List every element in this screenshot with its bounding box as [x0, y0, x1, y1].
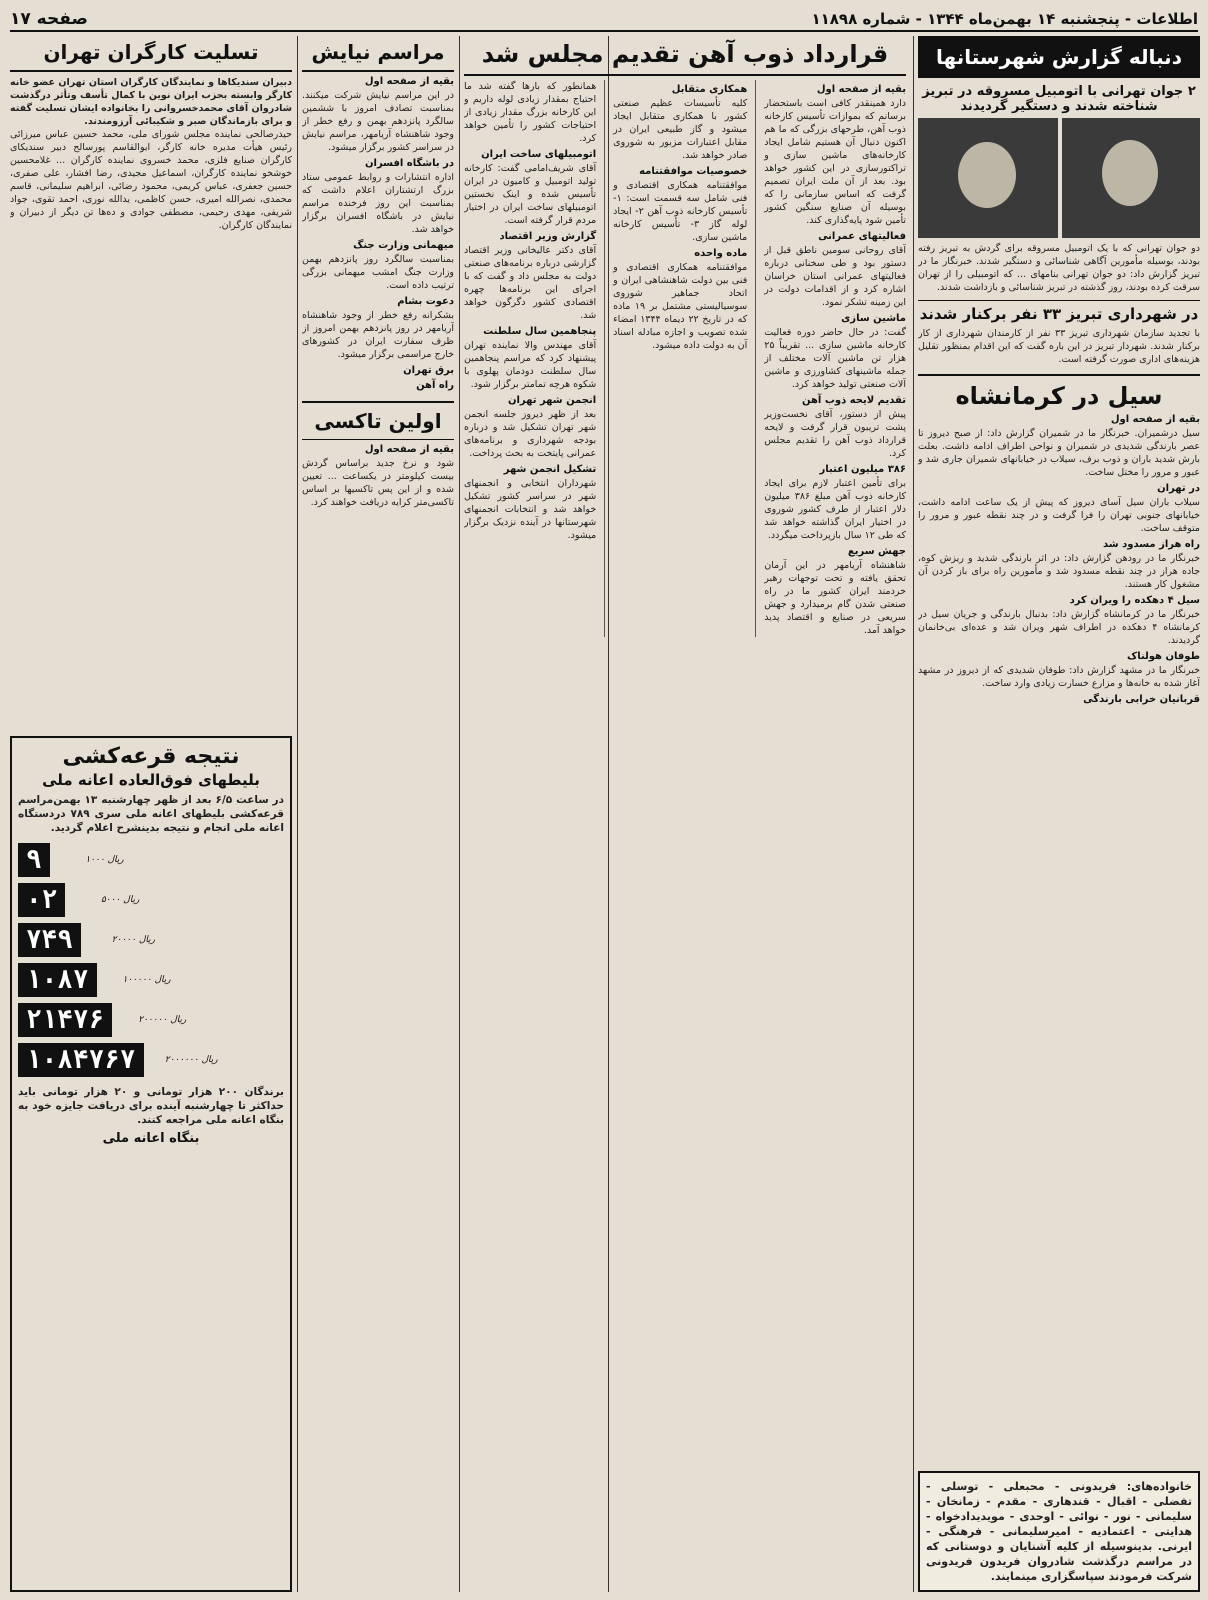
- article-body: سیل درشمیران. خبرنگار ما در شمیران گزارش داد: از صبح دیروز تا عصر بارندگی شدیدی در شمیران و نواحی اطراف ادامه داشت. بعلت بارش شدید باران و ذوب برف، سیلاب در خیابانهای شمیران جاری شد و عبور و مرور را مختل ساخت.: [918, 428, 1200, 478]
- article-body: آقای روحانی سومین ناطق قبل از دستور بود و طی سخنانی درباره فعالیتهای عمرانی استان خراسان اشاره کرد و از اقدامات دولت در این زمینه تشکر نمود.: [764, 245, 906, 308]
- lottery-prize-row: [18, 843, 284, 877]
- article-headline: اولین تاکسی: [302, 401, 454, 440]
- section-subhead: در باشگاه افسران: [364, 158, 454, 169]
- steel-article-column-a: [764, 80, 906, 637]
- condolence-notice: خانواده‌های: فریدونی - محبعلی - توسلی - تفضلی - اقبال - قندهاری - مقدم - زمانخان - سلیمانی - نور - نوائی - اوحدی - مویدیدادخواه - هدایتی - اعتمادیه - امیرسلیمانی - فرهنگی - ایرنی. بدینوسیله از کلیه آشنایان و دوستانی که در مراسم درگذشت شادروان فریدون فریدونی شرکت فرمودند سپاسگزاری مینمایند.: [918, 1471, 1200, 1592]
- section-subhead: گزارش وزیر اقتصاد: [499, 231, 597, 242]
- lottery-winning-number: ۰۲: [18, 883, 65, 917]
- news-photo: [918, 118, 1200, 238]
- article-headline: سیل در کرمانشاه: [918, 374, 1200, 410]
- article-headline: مراسم نیایش: [302, 36, 454, 72]
- section-subhead: همکاری متقابل: [671, 84, 748, 95]
- lottery-prize-row: [18, 1003, 284, 1037]
- lottery-prize-row: [18, 883, 284, 917]
- masthead-page-number: صفحه ۱۷: [10, 9, 88, 29]
- article-body: شهرداران انتخابی و انجمنهای شهر در سراسر کشور تشکیل خواهد شد و انتخابات انجمنهای شهرستانها در آینده نزدیک برگزار میشود.: [464, 478, 597, 541]
- lottery-prize-label: ۵۰۰۰ ریال: [100, 895, 140, 905]
- section-subhead: راه هراز مسدود شد: [1103, 539, 1200, 550]
- section-subhead: ۳۸۶ میلیون اعتبار: [819, 464, 906, 475]
- article-body: بعد از ظهر دیروز جلسه انجمن شهر تهران تشکیل شد و درباره بودجه شهرداری و برنامه‌های عمرانی پایتخت به بحث پرداخت.: [464, 409, 597, 459]
- lottery-prize-label: ۲۰۰۰۰ ریال: [111, 935, 155, 945]
- lottery-winning-number: ۱۰۸۴۷۶۷: [18, 1043, 144, 1077]
- section-subhead: تقدیم لایحه ذوب آهن: [802, 395, 906, 406]
- section-subhead: بقیه از صفحه اول: [816, 84, 906, 95]
- section-subhead: اتومبیلهای ساخت ایران: [481, 149, 597, 160]
- section-subhead: برق تهران: [403, 365, 454, 376]
- article-body: خبرنگار ما در رودهن گزارش داد: در اثر بارندگی شدید و ریزش کوه، جاده هراز در چند نقطه مسدود شد و مأمورین راه برای باز کردن آن مشغول کار هستند.: [918, 553, 1200, 590]
- article-body: خبرنگار ما در کرمانشاه گزارش داد: بدنبال بارندگی و جریان سیل در کرمانشاه ۴ دهکده در اطراف شهر ویران شد و عده‌ای بی‌خانمان گردیدند.: [918, 609, 1200, 646]
- article-headline: ۲ جوان تهرانی با اتومبیل مسروقه در تبریز شناخته شدند و دستگیر گردیدند: [922, 84, 1196, 114]
- lottery-prize-label: ۲۰۰۰۰۰۰ ریال: [164, 1055, 218, 1065]
- lottery-intro: در ساعت ۶/۵ بعد از ظهر چهارشنبه ۱۳ بهمن‌مراسم قرعه‌کشی بلیطهای اعانه ملی سری ۷۸۹ دردستگاه اعانه ملی انجام و نتیجه بدینشرح اعلام گردید.: [18, 794, 285, 834]
- article-body: کلیه تأسیسات عظیم صنعتی کشور با همکاری متقابل ایجاد میشود و گاز طبیعی ایران در مقابل اعتبارات مزبور به شوروی صادر خواهد شد.: [613, 98, 748, 161]
- section-subhead: انجمن شهر تهران: [507, 395, 597, 406]
- lottery-winning-number: ۲۱۴۷۶: [18, 1003, 112, 1037]
- photo-young-man-right: [1062, 118, 1200, 238]
- section-subhead: خصوصیات موافقتنامه: [639, 166, 748, 177]
- column-divider: [913, 36, 914, 1592]
- article-body: دبیران سندیکاها و نمایندگان کارگران استان تهران عضو خانه کارگر وابسته بحزب ایران نوین با کمال تأسف وتأثر درگذشت شادروان آقای محمدخسروانی را بخانواده ایشان تسلیت گفته و برای بازماندگان صبر و شکیبائی آرزومندند.: [10, 77, 292, 127]
- section-subhead: فعالیتهای عمرانی: [818, 231, 906, 242]
- lottery-subtitle: بلیطهای فوق‌العاده اعانه ملی: [42, 771, 260, 789]
- article-body: سیلاب باران سیل آسای دیروز که پیش از یک ساعت ادامه داشت، خیابانهای جنوبی تهران را فرا گرفت و در چند نقطه عبور و مرور را متوقف ساخت.: [918, 497, 1200, 534]
- section-subhead: ماشین سازی: [841, 313, 906, 324]
- section-subhead: راه آهن: [416, 380, 454, 391]
- article-headline: در شهرداری تبریز ۳۳ نفر برکنار شدند: [918, 300, 1200, 323]
- article-body: اداره انتشارات و روابط عمومی ستاد بزرگ ارتشتاران اعلام داشت که بمناسبت این روز فرخنده مراسم نیایش در باشگاه افسران برگزار خواهد شد.: [302, 172, 454, 235]
- provinces-banner: دنباله گزارش شهرستانها: [918, 36, 1200, 78]
- section-subhead: طوفان هولناک: [1126, 651, 1200, 662]
- article-body: با تجدید سازمان شهرداری تبریز ۳۳ نفر از کارمندان شهرداری از کار برکنار شدند. شهردار تبریز در این باره گفت که این اقدام بمنظور تقلیل هزینه‌های اداری صورت گرفته است.: [918, 328, 1200, 365]
- section-subhead: ماده واحده: [694, 248, 748, 259]
- lottery-prize-row: [18, 1043, 284, 1077]
- masthead-issue: اطلاعات - پنجشنبه ۱۴ بهمن‌ماه ۱۳۴۴ - شماره ۱۱۸۹۸: [811, 10, 1198, 28]
- masthead: [10, 8, 1198, 32]
- article-body: شود و نرخ جدید براساس گردش بیست کیلومتر در یکساعت ... تعیین شده و از این پس تاکسیها بر اساس تاکسی‌متر کرایه دریافت خواهند کرد.: [302, 458, 454, 508]
- photo-young-man-left: [918, 118, 1058, 238]
- lottery-results: [10, 736, 292, 1592]
- lottery-footer: برندگان ۲۰۰ هزار تومانی و ۲۰ هزار تومانی باید حداکثر تا چهارشنبه آینده برای دریافت جایزه خود به بنگاه اعانه ملی مراجعه کنند.: [18, 1086, 284, 1126]
- article-body: دو جوان تهرانی که با یک اتومبیل مسروقه برای گردش به تبریز رفته بودند، بوسیله مأمورین آگاهی شناسائی و دستگیر شدند. خبرنگار ما در تبریز گزارش داد: دو جوان تهرانی بنامهای ... که اتومبیلی را از تهران سرقت کرده بودند، روز گذشته در تبریز شناسائی و بازداشت شدند.: [918, 243, 1200, 293]
- article-body: موافقتنامه همکاری اقتصادی و فنی بین دولت شاهنشاهی ایران و اتحاد جماهیر شوروی سوسیالیستی مشتمل بر ۱۹ ماده که در تاریخ ۲۲ دیماه ۱۳۴۴ امضاء شده تصویب و اجازه مبادله اسناد آن به دولت داده میشود.: [613, 262, 748, 351]
- column-workers: [10, 36, 292, 1592]
- article-body: برای تأمین اعتبار لازم برای ایجاد کارخانه ذوب آهن مبلغ ۳۸۶ میلیون دلار اعتبار از طرف کشور شوروی در اختیار ایران گذاشته خواهد شد که طی ۱۲ سال بازپرداخت میگردد.: [764, 478, 906, 541]
- article-body: آقای شریف‌امامی گفت: کارخانه تولید اتومبیل و کامیون در ایران تأسیس شده و اینک نخستین اتومبیلهای ساخت ایران در اختیار مردم قرار گرفته است.: [464, 163, 597, 226]
- section-subhead: میهمانی وزارت جنگ: [353, 240, 454, 251]
- article-body: آقای مهندس والا نماینده تهران پیشنهاد کرد که مراسم پنجاهمین سال سلطنت دودمان پهلوی با شکوه هرچه تمامتر برگزار شود.: [464, 340, 597, 390]
- section-subhead: در تهران: [1157, 483, 1200, 494]
- steel-article-column-b: [613, 80, 747, 637]
- section-subhead: سیل ۴ دهکده را ویران کرد: [1069, 595, 1200, 606]
- lottery-title: نتیجه قرعه‌کشی: [62, 744, 240, 769]
- article-body: بمناسبت سالگرد روز پانزدهم بهمن وزارت جنگ امشب میهمانی بزرگی ترتیب داده است.: [302, 254, 454, 291]
- lottery-prize-label: ۲۰۰۰۰۰ ریال: [138, 1015, 187, 1025]
- column-ceremony: [302, 36, 454, 1592]
- article-body: خبرنگار ما در مشهد گزارش داد: طوفان شدیدی که از دیروز در مشهد آغاز شده به خانه‌ها و مزارع خسارت زیادی وارد ساخت.: [918, 665, 1200, 689]
- section-subhead: بقیه از صفحه اول: [364, 444, 454, 455]
- column-divider: [297, 36, 298, 1592]
- column-provinces: [918, 36, 1200, 1592]
- article-body: بشکرانه رفع خطر از وجود شاهنشاه آریامهر در روز پانزدهم بهمن امروز از ظرف سفارت ایران در کشورهای خارج مراسمی برگزار میشود.: [302, 310, 454, 360]
- article-headline: قرارداد ذوب آهن تقدیم مجلس شد: [464, 36, 906, 76]
- steel-article-column-c: [464, 80, 596, 637]
- lottery-prize-label: ۱۰۰۰۰۰ ریال: [122, 975, 171, 985]
- lottery-prize-row: [18, 963, 284, 997]
- article-body: آقای دکتر عالیخانی وزیر اقتصاد گزارشی درباره برنامه‌های صنعتی دولت به مجلس داد و گفت که با اجرای این برنامه‌ها چهره اقتصادی کشور دگرگون خواهد شد.: [464, 245, 597, 321]
- lottery-winning-number: ۹: [18, 843, 50, 877]
- article-body: گفت: در حال حاضر دوره فعالیت کارخانه ماشین سازی ... تقریباً ۲۵ هزار تن ماشین آلات مختلف از جمله ماشینهای کشاورزی و ماشین آلات صنعتی تولید خواهد کرد.: [764, 327, 906, 390]
- section-subhead: قربانیان خرابی بارندگی: [1083, 694, 1200, 705]
- column-steel-mill: [464, 36, 906, 1592]
- article-body: همانطور که بارها گفته شد ما احتیاج بمقدار زیادی لوله داریم و این کارخانه بزرگ مقدار زیادی از احتیاجات کشور را تأمین خواهد کرد.: [464, 81, 597, 144]
- section-subhead: جهش سریع: [847, 546, 906, 557]
- lottery-prize-label: ۱۰۰۰ ریال: [85, 855, 124, 865]
- lottery-prize-row: [18, 923, 284, 957]
- lottery-prize-list: [18, 843, 284, 1077]
- article-body: دارد همینقدر کافی است باستحضار برسانم که بموازات تأسیس کارخانه ذوب آهن، طرحهای بزرگی که ما هم اکنون دنبال آن هستیم شامل ایجاد کارخانه‌های ماشین سازی و تراکتورسازی در این کشور خواهد بود. بعد از آن ملت ایران تصمیم گرفت که اساس سازمانی را که بوسیله آن صنایع سنگین کشور تأمین شود پایه‌گذاری کند.: [764, 98, 906, 226]
- article-body: حیدرصالحی نماینده مجلس شورای ملی، محمد حسین عباس میرزائی رئیس هیأت مدیره خانه کارگر، ابوالقاسم پورسالح دبیر سندیکای کارگران صنایع فلزی، محمد خسروی نماینده کارگران ... غلامحسین خوشخو نماینده کارگران، اسماعیل مجیدی، رضا افشار، علی صفری، حسین جعفری، عباس کریمی، محمود رضائی، ابراهیم سلیمانی، قاسم محمدی، نصرالله امیری، حسن کاظمی، یدالله نوری، احمد تقوی، جواد شریفی، مهدی رحیمی، مصطفی جوادی و ده‌ها تن دیگر از دبیران و نمایندگان کارگران.: [10, 129, 292, 231]
- article-body: موافقتنامه همکاری اقتصادی و فنی شامل سه قسمت است: ۱- تأسیس کارخانه ذوب آهن ۲- ایجاد لوله گاز ۳- تأسیس کارخانه ماشین سازی.: [613, 180, 748, 243]
- section-subhead: دعوت بشام: [397, 296, 454, 307]
- article-body: شاهنشاه آریامهر در این آرمان تحقق یافته و تحت توجهات رهبر خردمند ایران کشور ما در راه صنعتی شدن گام برمیدارد و جهش سریعی در صنایع و اقتصاد پدید خواهد آمد.: [764, 560, 906, 636]
- lottery-winning-number: ۱۰۸۷: [18, 963, 97, 997]
- column-divider: [459, 36, 460, 1592]
- lottery-winning-number: ۷۴۹: [18, 923, 81, 957]
- section-subhead: بقیه از صفحه اول: [1110, 414, 1200, 425]
- section-subhead: بقیه از صفحه اول: [364, 76, 454, 87]
- article-body: پیش از دستور، آقای نخست‌وزیر پشت تریبون قرار گرفت و لایحه قرارداد ذوب آهن را تقدیم مجلس کرد.: [764, 409, 906, 459]
- section-subhead: تشکیل انجمن شهر: [503, 464, 597, 475]
- article-body: در این مراسم نیایش شرکت میکنند. بمناسبت تصادف امروز با ششمین سالگرد پانزدهم بهمن و رفع خطر از وجود شاهنشاه آریامهر، مراسم نیایش در سراسر کشور برگزار میشود.: [302, 90, 454, 153]
- lottery-signature: بنگاه اعانه ملی: [102, 1131, 200, 1146]
- section-subhead: پنجاهمین سال سلطنت: [483, 326, 597, 337]
- article-headline: تسلیت کارگران تهران: [10, 36, 292, 72]
